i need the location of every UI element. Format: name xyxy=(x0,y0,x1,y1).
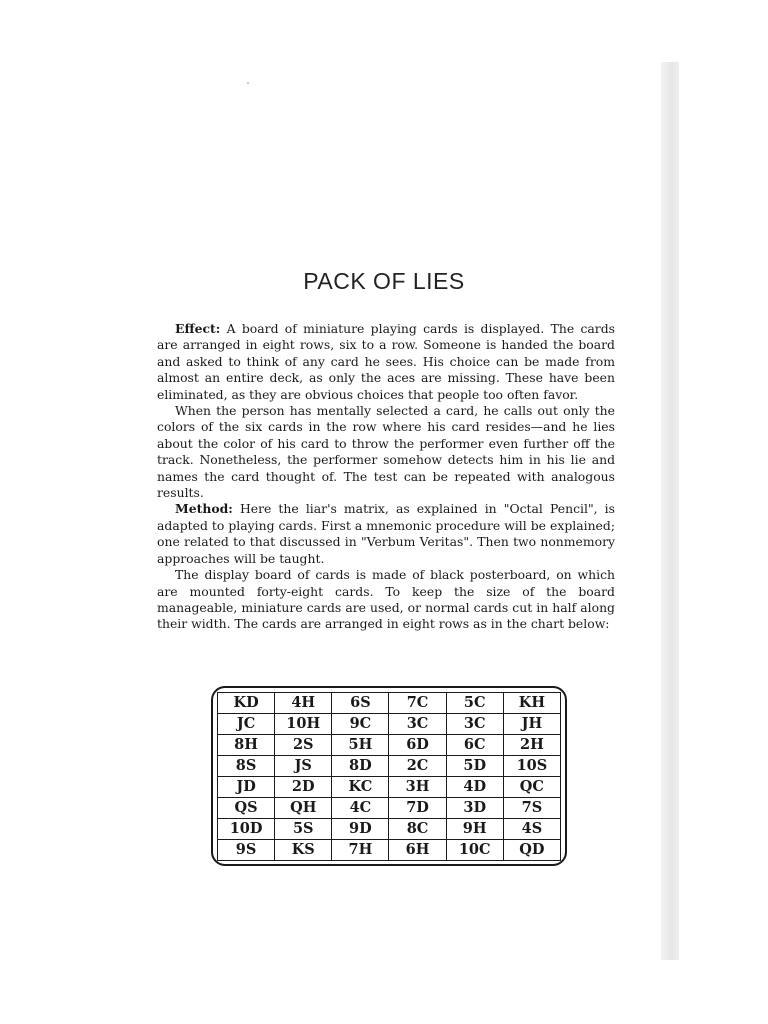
paragraph-text: Here the liar's matrix, as explained in "Octal Pencil", is adapted to playing cards. First a mnemonic procedure will be explained; one related to that discussed in "Verbum Veritas". Then two nonmemory approaches will be taught. xyxy=(157,501,615,566)
paragraph-lead: Effect: xyxy=(175,321,221,336)
card-cell: 3C xyxy=(389,714,446,735)
card-cell: KD xyxy=(218,693,275,714)
card-chart-row xyxy=(218,735,561,756)
card-cell: 2C xyxy=(389,756,446,777)
card-cell: 4C xyxy=(332,798,389,819)
paragraph-text: A board of miniature playing cards is displayed. The cards are arranged in eight rows, six to a row. Someone is handed the board and asked to think of any card he sees. His choice can be made from almost an entire deck, as only the aces are missing. These have been eliminated, as they are obvious choices that people too often favor. xyxy=(157,321,615,402)
page-edge-shadow xyxy=(661,62,679,960)
card-cell: 7D xyxy=(389,798,446,819)
body-text xyxy=(157,321,615,633)
card-cell: JD xyxy=(218,777,275,798)
card-cell: KH xyxy=(503,693,560,714)
card-chart-row xyxy=(218,777,561,798)
page-title: PACK OF LIES xyxy=(303,268,465,294)
paragraph-text: When the person has mentally selected a card, he calls out only the colors of the six cards in the row where his card resides—and he lies about the color of his card to throw the performer even further off the track. Nonetheless, the performer somehow detects him in his lie and names the card thought of. The test can be repeated with analogous results. xyxy=(157,403,615,501)
card-cell: QD xyxy=(503,840,560,861)
card-cell: 6C xyxy=(446,735,503,756)
card-cell: 3C xyxy=(446,714,503,735)
card-cell: 3H xyxy=(389,777,446,798)
card-cell: 5H xyxy=(332,735,389,756)
card-cell: 4S xyxy=(503,819,560,840)
card-cell: 7S xyxy=(503,798,560,819)
card-cell: 5S xyxy=(275,819,332,840)
card-cell: 5D xyxy=(446,756,503,777)
card-cell: 6H xyxy=(389,840,446,861)
card-cell: 4D xyxy=(446,777,503,798)
card-cell: 4H xyxy=(275,693,332,714)
card-cell: KS xyxy=(275,840,332,861)
card-cell: 2S xyxy=(275,735,332,756)
card-cell: JS xyxy=(275,756,332,777)
paragraph-effect xyxy=(157,321,615,403)
card-cell: 10C xyxy=(446,840,503,861)
card-cell: 9C xyxy=(332,714,389,735)
card-cell: QS xyxy=(218,798,275,819)
card-cell: 10S xyxy=(503,756,560,777)
card-cell: QC xyxy=(503,777,560,798)
card-cell: 8S xyxy=(218,756,275,777)
card-cell: 3D xyxy=(446,798,503,819)
card-cell: 10H xyxy=(275,714,332,735)
card-cell: 6S xyxy=(332,693,389,714)
card-cell: 8H xyxy=(218,735,275,756)
card-chart-row xyxy=(218,798,561,819)
paragraph-selection xyxy=(157,403,615,501)
paragraph-lead: Method: xyxy=(175,501,233,517)
card-cell: 5C xyxy=(446,693,503,714)
card-cell: 9D xyxy=(332,819,389,840)
card-cell: 7H xyxy=(332,840,389,861)
card-cell: JC xyxy=(218,714,275,735)
card-chart-frame xyxy=(211,686,567,866)
scan-speck xyxy=(247,82,249,84)
card-cell: 7C xyxy=(389,693,446,714)
card-cell: QH xyxy=(275,798,332,819)
card-chart-row xyxy=(218,714,561,735)
card-cell: 6D xyxy=(389,735,446,756)
card-chart-row xyxy=(218,756,561,777)
card-chart-row xyxy=(218,819,561,840)
card-cell: 10D xyxy=(218,819,275,840)
card-cell: JH xyxy=(503,714,560,735)
card-chart-row xyxy=(218,840,561,861)
card-cell: 2H xyxy=(503,735,560,756)
card-chart xyxy=(217,692,561,861)
paragraph-text: The display board of cards is made of black posterboard, on which are mounted forty-eight cards. To keep the size of the board manageable, miniature cards are used, or normal cards cut in half along their width. The cards are arranged in eight rows as in the chart below: xyxy=(157,567,615,632)
card-cell: 8D xyxy=(332,756,389,777)
paragraph-display-board xyxy=(157,567,615,633)
card-cell: 8C xyxy=(389,819,446,840)
card-chart-body xyxy=(218,693,561,861)
card-cell: KC xyxy=(332,777,389,798)
card-chart-row xyxy=(218,693,561,714)
card-cell: 9H xyxy=(446,819,503,840)
card-cell: 9S xyxy=(218,840,275,861)
card-cell: 2D xyxy=(275,777,332,798)
paragraph-method xyxy=(157,501,615,567)
